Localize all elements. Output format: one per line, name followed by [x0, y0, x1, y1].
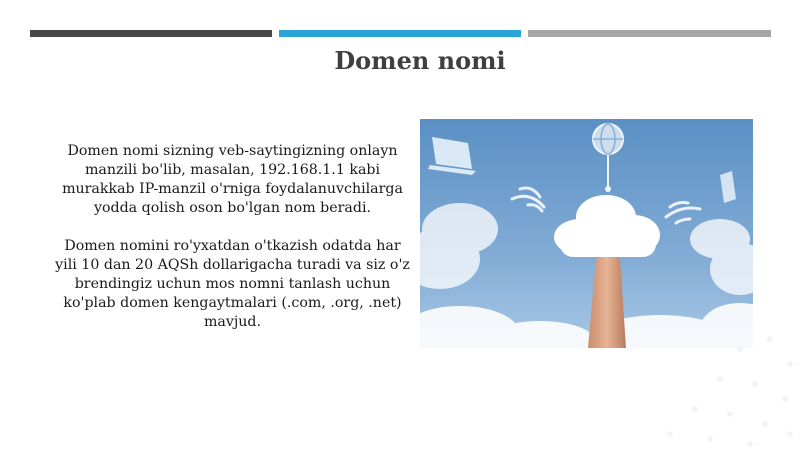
decorative-dot-pattern	[600, 309, 800, 449]
accent-bar-gray	[528, 30, 771, 37]
accent-bar-dark	[30, 30, 272, 37]
paragraph-registration: Domen nomini ro'yxatdan o'tkazish odatda har yili 10 dan 20 AQSh dollarigacha turadi va siz o'z brendingiz uchun mos nomni tanlash uchun ko'plab domen kengaytmalari (.com, .org, .net) mavjud.	[55, 238, 410, 330]
slide-title: Domen nomi	[334, 46, 506, 75]
accent-bar-blue	[279, 30, 521, 37]
paragraph-definition: Domen nomi sizning veb-saytingizning onlayn manzili bo'lib, masalan, 192.168.1.1 kabi murakkab IP-manzil o'rniga foydalanuvchilarga yodda qolish oson bo'lgan nom beradi.	[62, 143, 403, 216]
body-text	[55, 142, 410, 351]
